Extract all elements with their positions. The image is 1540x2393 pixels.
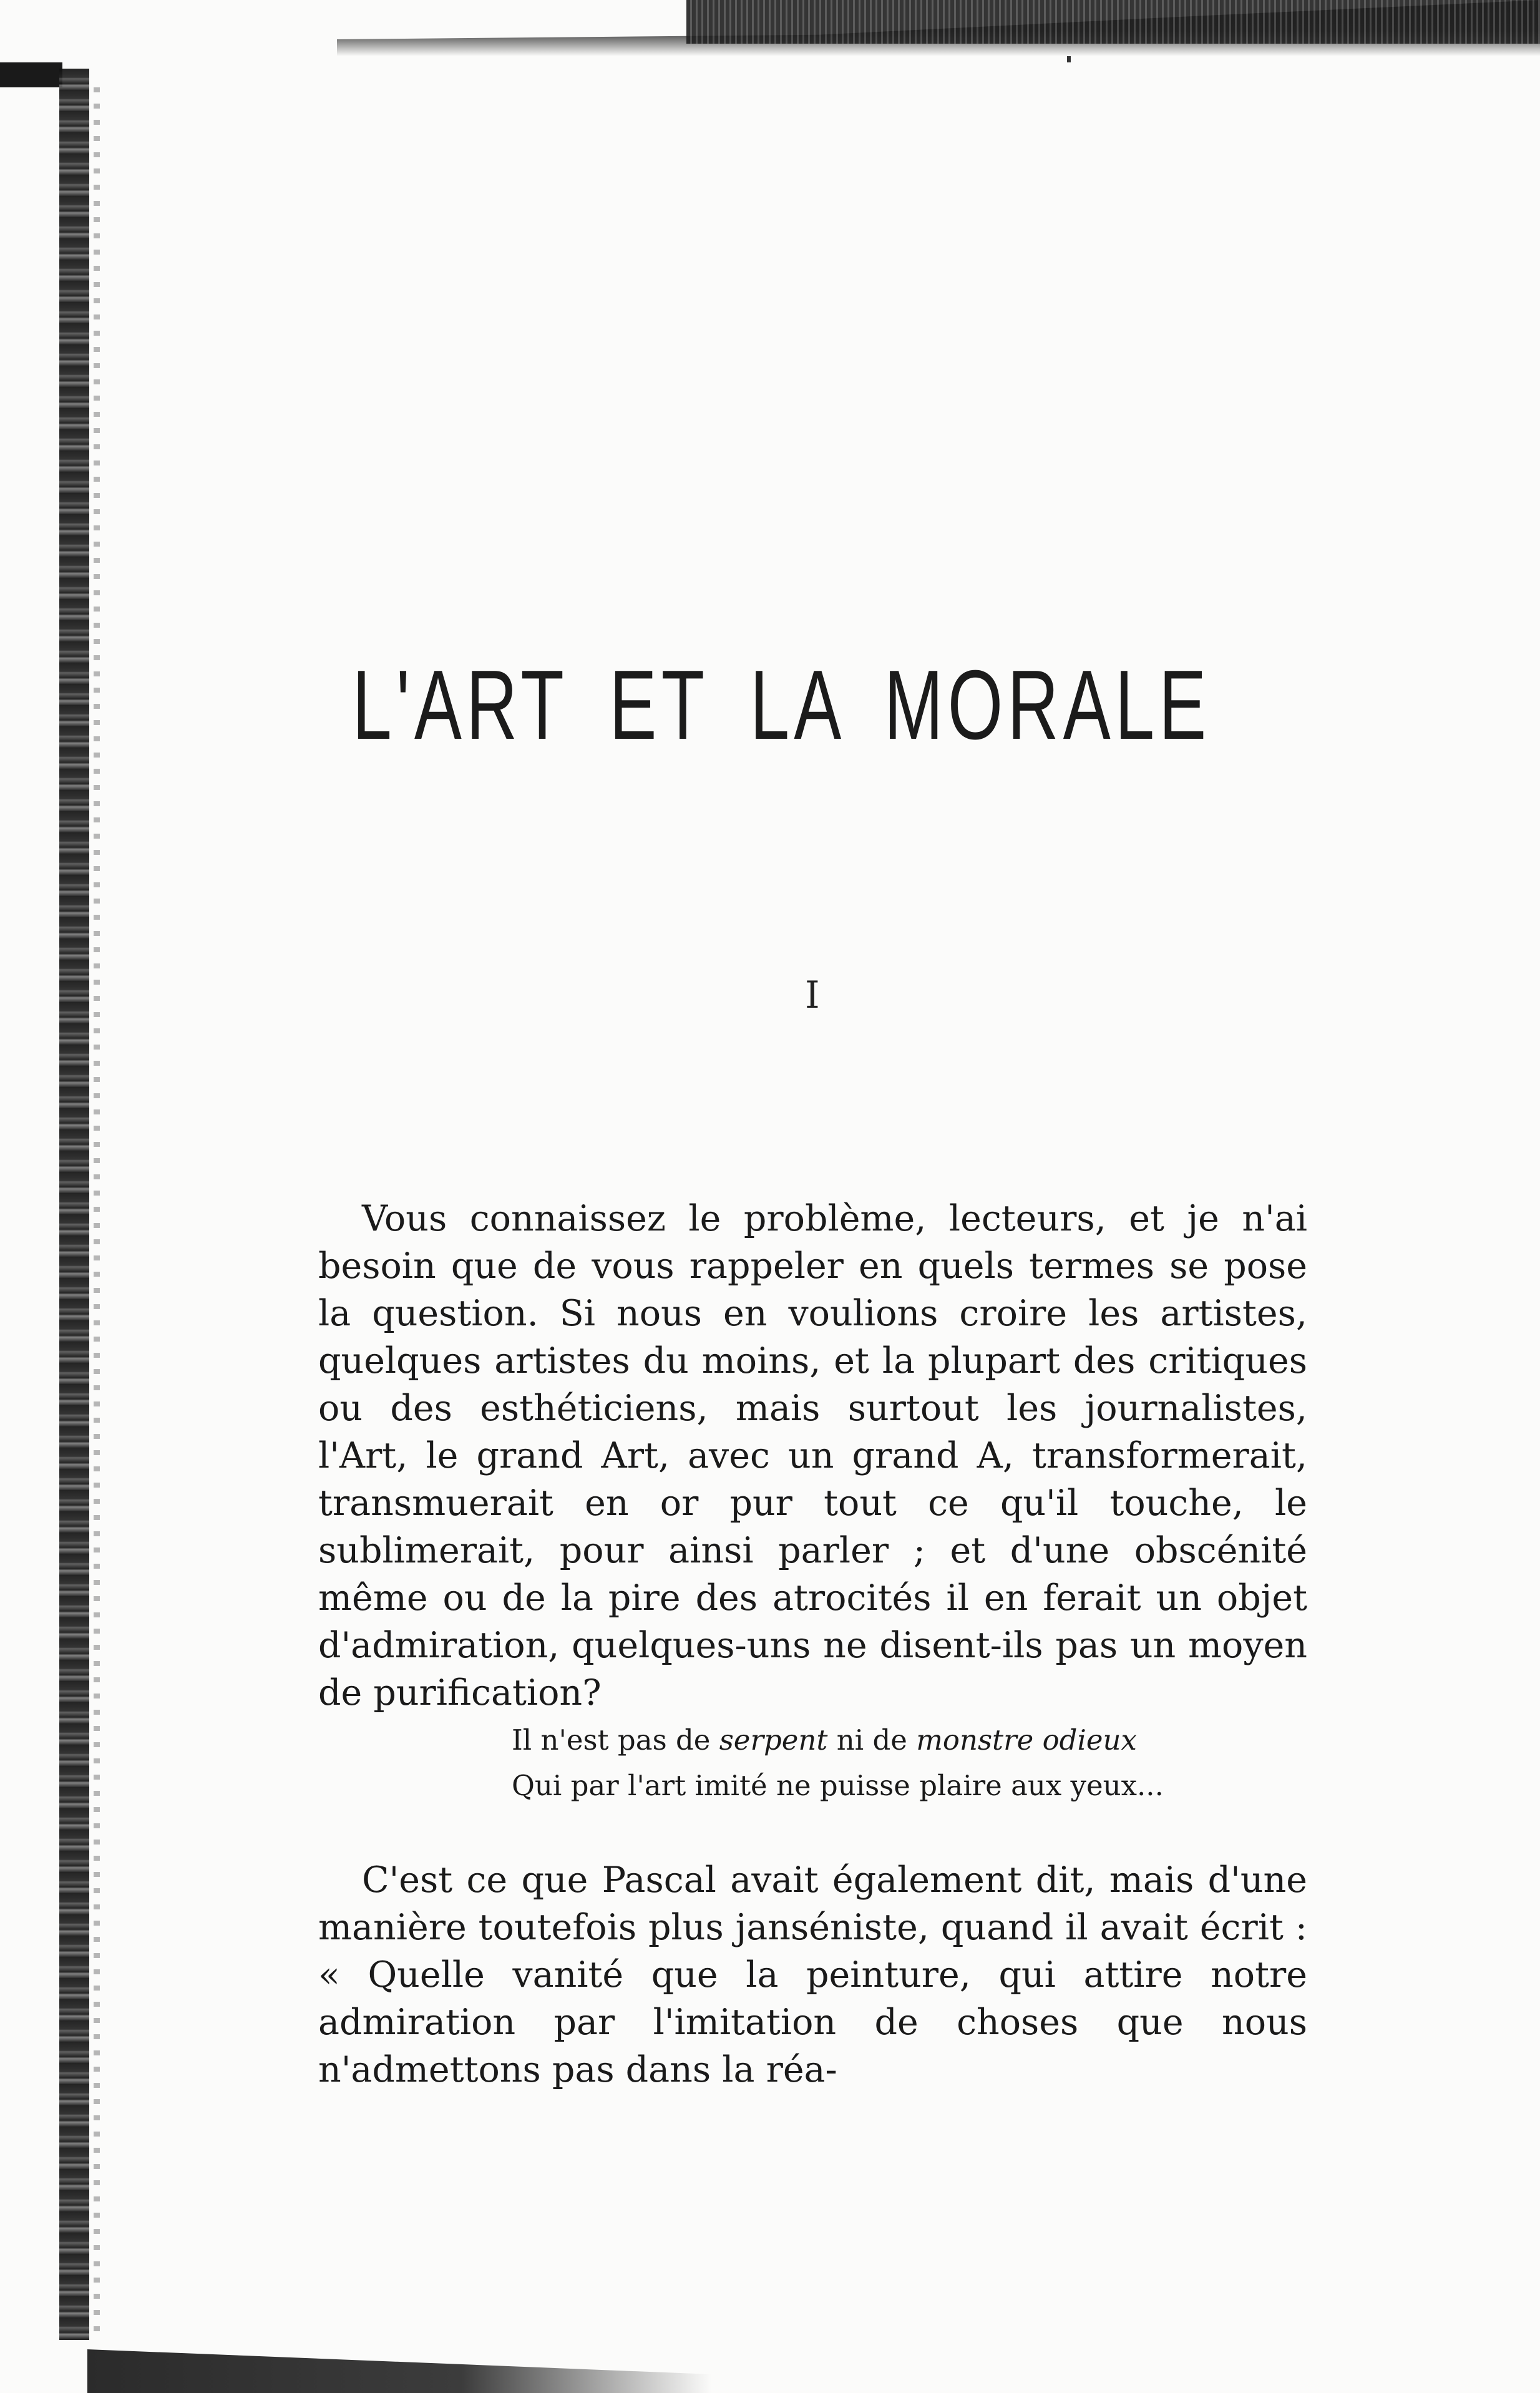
paragraph: C'est ce que Pascal avait également dit, mais d'une manière toutefois plus janséniste, quand il avait écrit : « Quelle vanité que la peinture, qui attire notre admiration par l'imitation de choses que nous n'admettons pas dans la réa- bbox=[318, 1859, 1307, 2090]
scan-edge-corner bbox=[0, 62, 62, 87]
scan-edge-top-dark bbox=[686, 0, 1540, 44]
section-number: I bbox=[805, 973, 820, 1017]
binding-shadow bbox=[94, 87, 100, 2334]
verse-line: Qui par l'art imité ne puisse plaire aux yeux... bbox=[512, 1769, 1164, 1802]
scan-edge-bottom bbox=[87, 2331, 711, 2393]
verse-italic: serpent bbox=[719, 1723, 828, 1757]
body-text bbox=[318, 1856, 1307, 2093]
verse-quote bbox=[512, 1719, 1164, 1806]
body-text bbox=[318, 1195, 1307, 1717]
scan-speck bbox=[1067, 56, 1071, 62]
verse-text: ni de bbox=[827, 1723, 917, 1757]
verse-line bbox=[512, 1719, 1164, 1761]
chapter-title: L'ART ET LA MORALE bbox=[352, 650, 1211, 760]
book-binding-edge bbox=[59, 69, 89, 2340]
paragraph: Vous connaissez le problème, lecteurs, et je n'ai besoin que de vous rappeler en quels termes se pose la question. Si nous en voulions croire les artistes, quelques artistes du moins, et la plupart des critiques ou des esthéticiens, mais surtout les journalistes, l'Art, le grand Art, avec un grand A, transformerait, transmuerait en or pur tout ce qu'il touche, le sublimerait, pour ainsi parler ; et d'une obscénité même ou de la pire des atrocités il en ferait un objet d'admiration, quelques-uns ne disent-ils pas un moyen de purification? bbox=[318, 1198, 1307, 1713]
verse-text: Il n'est pas de bbox=[512, 1723, 719, 1757]
verse-italic: monstre odieux bbox=[916, 1723, 1137, 1757]
